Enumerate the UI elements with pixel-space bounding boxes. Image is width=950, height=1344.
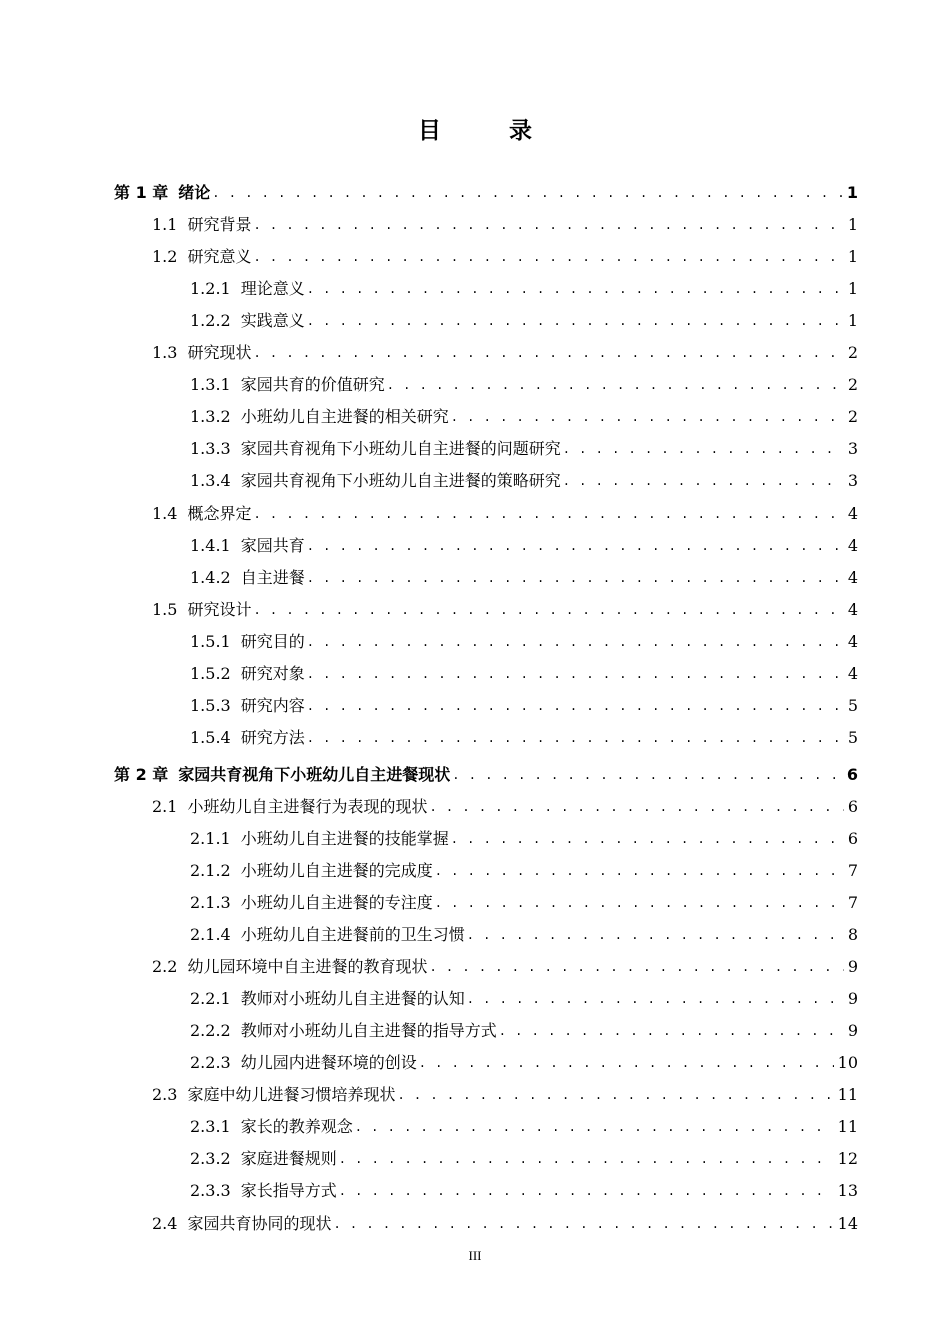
toc-dot-leader xyxy=(452,762,843,787)
toc-entry[interactable] xyxy=(190,277,858,301)
toc-entry-title: 小班幼儿自主进餐的专注度 xyxy=(240,893,433,912)
toc-entry[interactable] xyxy=(190,437,858,461)
toc-entry-number: 1.5.1 xyxy=(190,632,231,651)
toc-entry-number: 第 2 章 xyxy=(114,765,169,784)
toc-entry[interactable] xyxy=(114,763,858,787)
toc-entry-number: 2.1.3 xyxy=(190,893,231,912)
toc-entry-number: 2.3.3 xyxy=(190,1181,231,1200)
toc-entry-page: 2 xyxy=(847,407,858,426)
toc-dot-leader xyxy=(253,501,843,526)
toc-dot-leader xyxy=(307,533,844,558)
toc-entry-title: 小班幼儿自主进餐行为表现的现状 xyxy=(187,797,428,816)
toc-entry-title: 研究方法 xyxy=(240,728,305,747)
toc-entry-number: 2.4 xyxy=(152,1214,178,1233)
toc-title: 目 录 xyxy=(417,118,562,144)
toc-entry-page: 1 xyxy=(847,311,858,330)
toc-dot-leader xyxy=(467,986,844,1011)
toc-entry-number: 1.4.2 xyxy=(190,568,231,587)
toc-dot-leader xyxy=(307,629,844,654)
toc-entry-number: 1.3.4 xyxy=(190,471,231,490)
toc-entry-number: 1.3.3 xyxy=(190,439,231,458)
toc-entry-page: 11 xyxy=(837,1117,858,1136)
page-number-footer: III xyxy=(468,1248,482,1263)
toc-entry[interactable] xyxy=(190,1051,858,1075)
toc-entry-title: 实践意义 xyxy=(240,311,305,330)
toc-entry-title: 研究背景 xyxy=(187,215,252,234)
toc-entry-number: 2.1.4 xyxy=(190,925,231,944)
toc-dot-leader xyxy=(307,693,844,718)
toc-entry-title: 家长的教养观念 xyxy=(240,1117,353,1136)
toc-entry[interactable] xyxy=(190,1179,858,1203)
toc-entry[interactable] xyxy=(190,1115,858,1139)
toc-entry-title: 家园共育协同的现状 xyxy=(187,1214,332,1233)
toc-dot-leader xyxy=(451,826,844,851)
toc-dot-leader xyxy=(387,372,844,397)
toc-entry-title: 家庭进餐规则 xyxy=(240,1149,337,1168)
toc-entry-title: 家庭中幼儿进餐习惯培养现状 xyxy=(187,1085,396,1104)
toc-entry-title: 绪论 xyxy=(178,183,211,202)
toc-entry-page: 2 xyxy=(847,343,858,362)
toc-entry-page: 9 xyxy=(847,989,858,1008)
toc-entry-page: 5 xyxy=(847,728,858,747)
toc-entry-page: 2 xyxy=(847,375,858,394)
toc-entry-number: 1.3.2 xyxy=(190,407,231,426)
toc-dot-leader xyxy=(253,244,843,269)
toc-entry-title: 小班幼儿自主进餐的相关研究 xyxy=(240,407,449,426)
toc-entry-page: 1 xyxy=(847,215,858,234)
toc-entry-title: 家长指导方式 xyxy=(240,1181,337,1200)
toc-dot-leader xyxy=(253,597,843,622)
toc-entry[interactable] xyxy=(190,694,858,718)
toc-entry[interactable] xyxy=(152,795,858,819)
toc-dot-leader xyxy=(307,565,844,590)
toc-dot-leader xyxy=(397,1082,833,1107)
toc-dot-leader xyxy=(419,1050,834,1075)
toc-entry-title: 研究意义 xyxy=(187,247,252,266)
toc-entry-number: 1.3.1 xyxy=(190,375,231,394)
toc-entry[interactable] xyxy=(190,630,858,654)
toc-entry-page: 4 xyxy=(847,568,858,587)
toc-entry[interactable] xyxy=(152,1212,858,1236)
toc-dot-leader xyxy=(253,340,843,365)
toc-dot-leader xyxy=(499,1018,844,1043)
toc-entry-title: 研究对象 xyxy=(240,664,305,683)
toc-entry[interactable] xyxy=(190,373,858,397)
toc-dot-leader xyxy=(563,468,844,493)
toc-entry-page: 4 xyxy=(847,536,858,555)
toc-entry-number: 2.2.3 xyxy=(190,1053,231,1072)
toc-entry-number: 1.4 xyxy=(152,504,178,523)
toc-entry-page: 6 xyxy=(847,797,858,816)
toc-entry-title: 概念界定 xyxy=(187,504,252,523)
toc-entry[interactable] xyxy=(152,502,858,526)
toc-entry-title: 家园共育视角下小班幼儿自主进餐的策略研究 xyxy=(240,471,561,490)
toc-dot-leader xyxy=(212,180,843,205)
toc-entry[interactable] xyxy=(190,566,858,590)
toc-entry[interactable] xyxy=(190,662,858,686)
toc-entry[interactable] xyxy=(152,245,858,269)
toc-entry-page: 4 xyxy=(847,664,858,683)
toc-dot-leader xyxy=(307,725,844,750)
toc-entry-title: 家园共育的价值研究 xyxy=(240,375,385,394)
toc-entry-page: 3 xyxy=(847,439,858,458)
toc-entry[interactable] xyxy=(152,1083,858,1107)
toc-entry[interactable] xyxy=(190,534,858,558)
toc-dot-leader xyxy=(307,308,844,333)
toc-entry-title: 家园共育视角下小班幼儿自主进餐现状 xyxy=(178,765,451,784)
toc-dot-leader xyxy=(339,1178,834,1203)
toc-entry-title: 小班幼儿自主进餐前的卫生习惯 xyxy=(240,925,465,944)
toc-entry[interactable] xyxy=(190,891,858,915)
toc-entry[interactable] xyxy=(190,987,858,1011)
toc-entry-number: 1.4.1 xyxy=(190,536,231,555)
toc-entry-number: 第 1 章 xyxy=(114,183,169,202)
toc-entry-page: 5 xyxy=(847,696,858,715)
toc-entry-title: 家园共育 xyxy=(240,536,305,555)
toc-entry-number: 1.5 xyxy=(152,600,178,619)
toc-entry-title: 研究现状 xyxy=(187,343,252,362)
toc-entry-page: 7 xyxy=(847,893,858,912)
toc-entry-page: 8 xyxy=(847,925,858,944)
toc-entry-page: 4 xyxy=(847,632,858,651)
toc-entry-page: 6 xyxy=(847,829,858,848)
toc-entry-page: 4 xyxy=(847,504,858,523)
toc-dot-leader xyxy=(451,404,844,429)
toc-dot-leader xyxy=(429,954,843,979)
toc-entry-page: 4 xyxy=(847,600,858,619)
toc-dot-leader xyxy=(307,661,844,686)
toc-entry-page: 13 xyxy=(837,1181,858,1200)
toc-entry-page: 10 xyxy=(837,1053,858,1072)
toc-entry-number: 1.3 xyxy=(152,343,178,362)
toc-entry-page: 11 xyxy=(837,1085,858,1104)
toc-entry[interactable] xyxy=(190,309,858,333)
toc-entry-page: 7 xyxy=(847,861,858,880)
toc-entry-number: 2.3 xyxy=(152,1085,178,1104)
toc-entry-page: 6 xyxy=(846,765,858,784)
toc-dot-leader xyxy=(307,276,844,301)
toc-entry[interactable] xyxy=(190,1019,858,1043)
toc-entry[interactable] xyxy=(190,1147,858,1171)
toc-entry-number: 2.1.2 xyxy=(190,861,231,880)
toc-entry-page: 14 xyxy=(837,1214,858,1233)
toc-entry-title: 教师对小班幼儿自主进餐的指导方式 xyxy=(240,1021,497,1040)
toc-entry[interactable] xyxy=(190,923,858,947)
toc-entry-title: 小班幼儿自主进餐的完成度 xyxy=(240,861,433,880)
toc-entry-number: 1.5.3 xyxy=(190,696,231,715)
toc-dot-leader xyxy=(435,890,844,915)
toc-entry-title: 小班幼儿自主进餐的技能掌握 xyxy=(240,829,449,848)
toc-entry-title: 研究设计 xyxy=(187,600,252,619)
toc-entry-page: 3 xyxy=(847,471,858,490)
toc-entry[interactable] xyxy=(152,598,858,622)
toc-entry-number: 2.1.1 xyxy=(190,829,231,848)
toc-entry-number: 2.2.1 xyxy=(190,989,231,1008)
toc-entry[interactable] xyxy=(152,341,858,365)
toc-entry-page: 12 xyxy=(837,1149,858,1168)
toc-entry-title: 幼儿园环境中自主进餐的教育现状 xyxy=(187,957,428,976)
toc-dot-leader xyxy=(253,212,843,237)
toc-entry-title: 家园共育视角下小班幼儿自主进餐的问题研究 xyxy=(240,439,561,458)
toc-entry-number: 2.3.1 xyxy=(190,1117,231,1136)
toc-entry-number: 2.2 xyxy=(152,957,178,976)
toc-entry-page: 1 xyxy=(846,183,858,202)
toc-entry[interactable] xyxy=(152,213,858,237)
toc-entry-number: 2.3.2 xyxy=(190,1149,231,1168)
toc-entry-page: 9 xyxy=(847,1021,858,1040)
toc-entry-page: 9 xyxy=(847,957,858,976)
toc-dot-leader xyxy=(429,794,843,819)
toc-entry-number: 1.2.2 xyxy=(190,311,231,330)
toc-entry[interactable] xyxy=(190,726,858,750)
toc-entry-title: 研究目的 xyxy=(240,632,305,651)
toc-dot-leader xyxy=(333,1211,833,1236)
toc-entry[interactable] xyxy=(190,469,858,493)
toc-entry-title: 研究内容 xyxy=(240,696,305,715)
toc-dot-leader xyxy=(467,922,844,947)
toc-entry[interactable] xyxy=(190,827,858,851)
toc-entry-title: 幼儿园内进餐环境的创设 xyxy=(240,1053,417,1072)
toc-entry-page: 1 xyxy=(847,279,858,298)
toc-entry-title: 教师对小班幼儿自主进餐的认知 xyxy=(240,989,465,1008)
toc-entry-number: 1.2.1 xyxy=(190,279,231,298)
toc-entry-page: 1 xyxy=(847,247,858,266)
toc-entry-number: 1.5.2 xyxy=(190,664,231,683)
toc-entry-title: 自主进餐 xyxy=(240,568,305,587)
toc-entry-title: 理论意义 xyxy=(240,279,305,298)
toc-entry[interactable] xyxy=(114,181,858,205)
toc-entry-number: 2.2.2 xyxy=(190,1021,231,1040)
toc-entry-number: 2.1 xyxy=(152,797,178,816)
toc-dot-leader xyxy=(435,858,844,883)
toc-dot-leader xyxy=(563,436,844,461)
toc-entry-number: 1.2 xyxy=(152,247,178,266)
toc-entry-number: 1.1 xyxy=(152,215,178,234)
toc-dot-leader xyxy=(355,1114,834,1139)
toc-entry[interactable] xyxy=(190,859,858,883)
toc-entry-number: 1.5.4 xyxy=(190,728,231,747)
toc-entry[interactable] xyxy=(152,955,858,979)
toc-dot-leader xyxy=(339,1146,834,1171)
toc-entry[interactable] xyxy=(190,405,858,429)
